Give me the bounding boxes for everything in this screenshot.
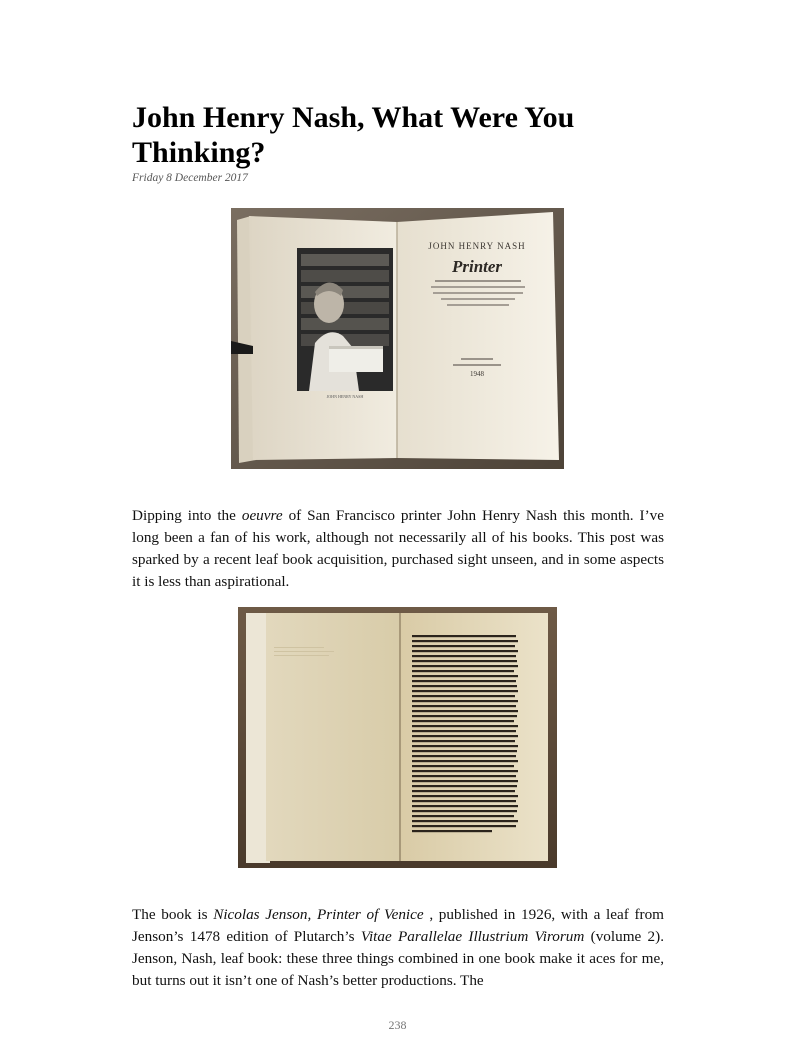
book-title-page-photo [231,208,564,469]
post-title: John Henry Nash, What Were You Thinking? [132,101,575,169]
leaf-book-photo [238,607,557,868]
intro-oeuvre-italic: oeuvre [241,507,283,524]
title-page-heading: JOHN HENRY NASH [428,241,526,251]
book-description-paragraph [132,904,664,992]
intro-text-1: Dipping into the [132,507,242,524]
post-date: Friday 8 December 2017 [132,172,248,184]
title-page-year: 1948 [470,370,484,378]
portrait-photo [297,248,393,391]
portrait-caption: JOHN HENRY NASH [326,394,364,399]
page-number: 238 [388,1018,407,1032]
desc-text-2: , published in 1926, with a leaf from Jenson’s 1478 edition of Plutarch’s [132,906,664,945]
intro-paragraph [132,505,664,593]
desc-plutarch-title-italic: Vitae Parallelae Illustrium Virorum [360,928,585,945]
desc-book-title-italic: Nicolas Jenson, Printer of Venice [213,906,424,923]
intro-text-2: of San Francisco printer John Henry Nash this month. I’ve long been a fan of his work, although not necessarily all of his books. This post was sparked by a recent leaf book acquisition, purchased sight unseen, and in some aspects it is less than aspirational. [132,507,664,590]
desc-text-3: (volume 2). Jenson, Nash, leaf book: these three things combined in one book make it aces for me, but turns out it isn’t one of Nash’s better productions. The [132,928,664,989]
desc-text-1: The book is [132,906,214,923]
title-page-printer: Printer [451,257,503,276]
